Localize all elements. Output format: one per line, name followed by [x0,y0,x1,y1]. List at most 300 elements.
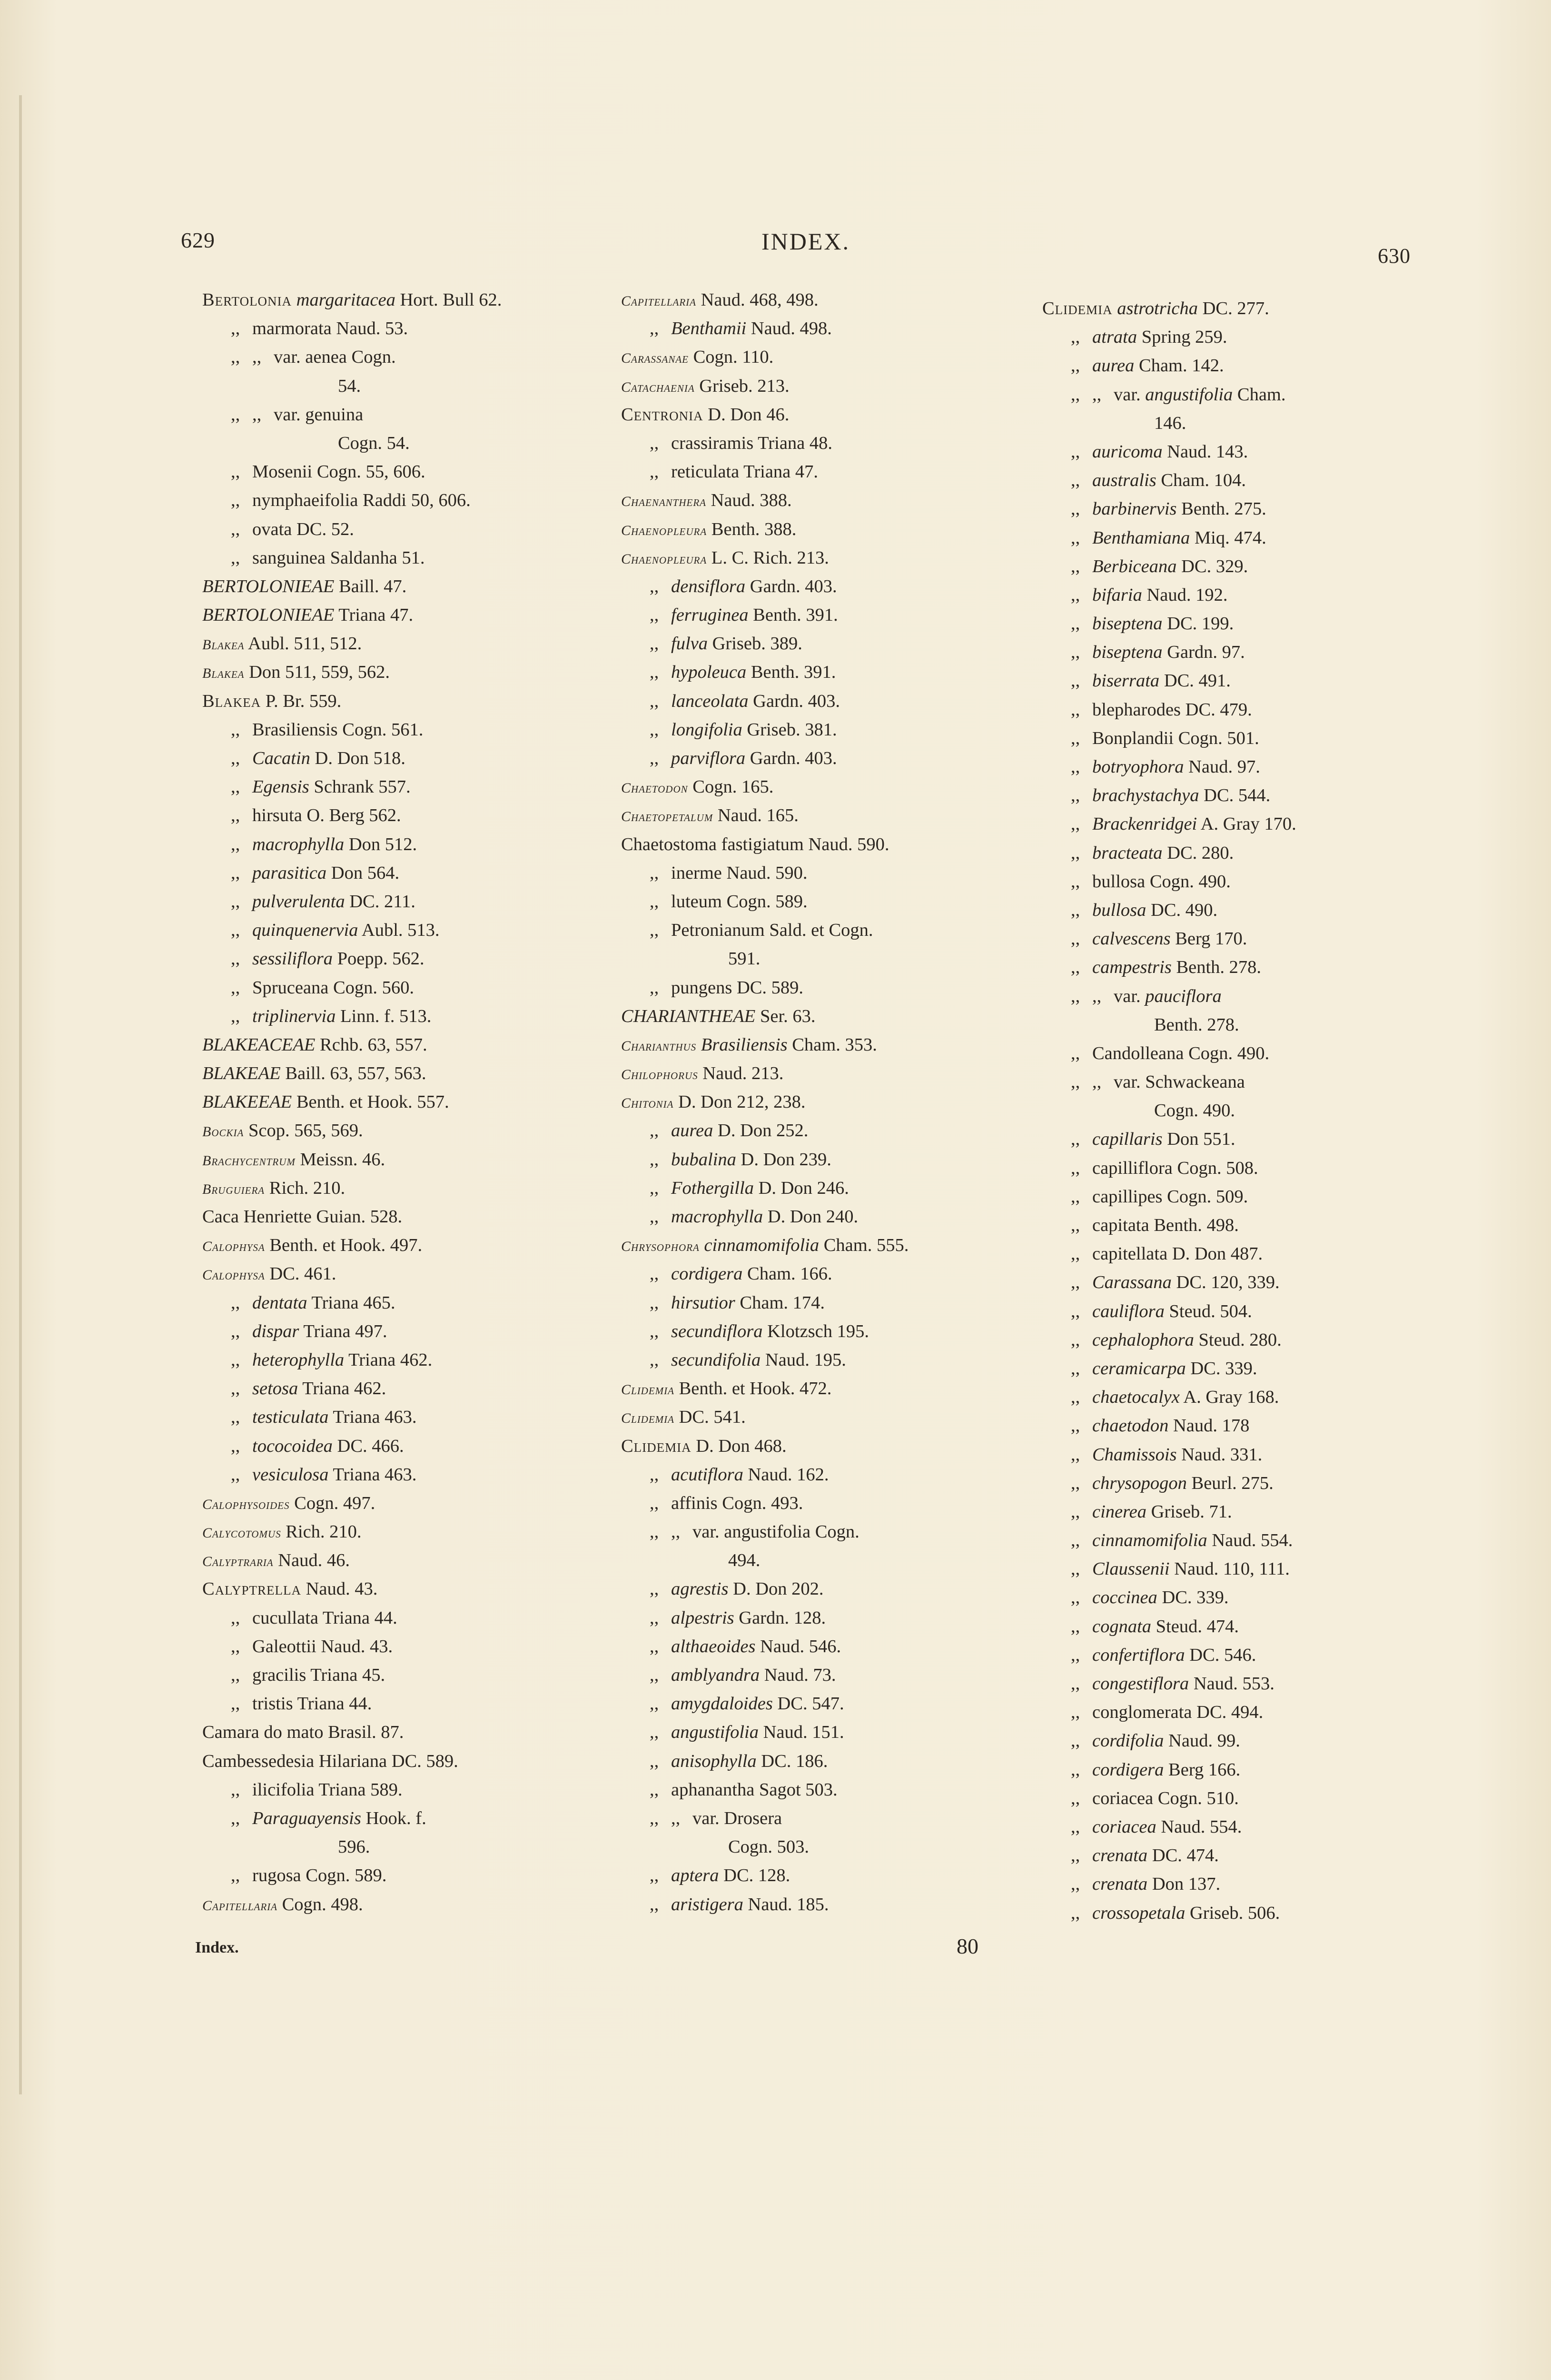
index-entry [202,830,593,859]
species-name: cinnamomifolia [1092,1530,1207,1551]
ditto-mark: ,, [1071,699,1080,720]
ditto-mark: ,, [1071,1186,1080,1207]
authority-reference: Rich. 210. [269,1178,346,1198]
genus-name: Calophysoides [202,1496,290,1512]
genus-name: Chitonia [621,1095,674,1111]
ditto-mark: ,, [650,1722,659,1743]
index-entry [621,544,1030,572]
authority-reference: fastigiatum Naud. 590. [721,834,889,854]
genus-name: Centronia [621,404,703,425]
authority-reference: Benth. 391. [753,605,838,625]
authority-reference: D. Don 468. [696,1436,787,1456]
authority-reference: Naud. 468, 498. [701,290,819,310]
index-entry [1042,924,1437,953]
authority-reference: DC. 199. [1167,614,1234,634]
ditto-mark: ,, [1071,327,1080,347]
authority-reference: Naud. 97. [1188,757,1260,777]
ditto-mark: ,, [231,1292,240,1313]
species-name: bullosa [1092,871,1146,892]
genus-name: Carassanae [621,350,689,367]
index-entry [202,1689,593,1718]
index-column-3 [1042,294,1437,1927]
species-name: Egensis [252,777,309,797]
species-name: botryophora [1092,757,1184,777]
genus-name: Blakea [202,691,261,711]
index-entry [621,773,1030,801]
authority-reference: D. Don 46. [708,404,790,425]
ditto-mark: ,, [252,347,262,367]
authority-reference: Triana 45. [310,1665,385,1685]
index-entry [202,515,593,544]
ditto-mark: ,, [231,318,240,339]
authority-reference: Cham. 353. [792,1034,877,1055]
genus-name: Chaenopleura [621,551,707,567]
index-entry [621,372,1030,400]
ditto-mark: ,, [650,891,659,912]
species-name: capillipes [1092,1186,1163,1207]
species-name: Paraguayensis [252,1808,361,1828]
index-entry [1042,753,1437,781]
authority-reference: DC. 547. [777,1694,844,1714]
index-entry [202,314,593,343]
species-name: Carassana [1092,1272,1172,1293]
authority-reference: Cogn. 498. [282,1894,363,1914]
index-entry [1042,1154,1437,1182]
authority-reference: DC. 479. [1185,699,1252,720]
authority-reference: Triana 465. [311,1292,395,1313]
index-entry [621,429,1030,457]
ditto-mark: ,, [231,1321,240,1341]
species-name: confertiflora [1092,1645,1185,1665]
authority-reference: Cogn. 55, 606. [316,462,425,482]
ditto-mark: ,, [1071,1903,1080,1923]
species-name: aptera [671,1865,719,1886]
species-name: Benthamiana [1092,527,1190,548]
species-name: auricoma [1092,441,1163,462]
index-entry [621,314,1030,343]
index-entry [621,1604,1030,1632]
index-entry [1042,1440,1437,1469]
ditto-mark: ,, [231,891,240,912]
authority-reference: Naud. 185. [748,1894,829,1914]
index-entry [621,973,1030,1002]
index-entry [202,1546,593,1575]
index-entry [202,1231,593,1259]
ditto-mark: ,, [650,433,659,453]
authority-reference: Baill. 63, 557, 563. [285,1063,426,1084]
species-name: var. angustifolia [692,1522,811,1542]
ditto-mark: ,, [1071,1874,1080,1894]
genus-name: BLAKEAE [202,1063,281,1084]
authority-reference: P. Br. 559. [265,691,342,711]
genus-name: Blakea [202,665,245,682]
authority-reference: Naud. 195. [765,1349,846,1370]
ditto-mark: ,, [1071,1301,1080,1321]
species-name: conglomerata [1092,1702,1192,1723]
index-entry [1042,1211,1437,1240]
index-entry [1042,1096,1437,1125]
authority-reference: D. Don 518. [315,748,405,768]
index-entry [202,715,593,744]
species-name: barbinervis [1092,499,1177,519]
index-entry [202,1804,593,1833]
variety-name: angustifolia [1145,384,1233,405]
index-entry [202,944,593,973]
ditto-mark: ,, [1071,1072,1080,1092]
authority-reference: Steud. 474. [1156,1616,1239,1636]
authority-reference: Cogn. 110. [693,347,774,367]
ditto-mark: ,, [1071,356,1080,376]
authority-reference: Naud. 553. [1193,1674,1274,1694]
genus-name: Clidemia [621,1382,674,1398]
index-entry [621,286,1030,314]
index-entry [202,544,593,572]
species-name: parasitica [252,863,327,883]
authority-reference: DC. 280. [1167,843,1234,863]
index-entry [202,801,593,830]
authority-reference: Brasil. 87. [328,1722,404,1743]
genus-name: Calophysa [202,1239,265,1255]
authority-reference: Benth. et Hook. 557. [296,1092,449,1112]
index-entry [1042,1383,1437,1411]
authority-reference: Gardn. 403. [753,691,840,711]
species-name: brachystachya [1092,785,1199,806]
species-name: setosa [252,1378,298,1399]
ditto-mark: ,, [650,1321,659,1341]
authority-reference: DC. 120, 339. [1176,1272,1280,1293]
authority-reference: DC. 466. [337,1436,404,1456]
authority-reference: Steud. 280. [1198,1329,1282,1350]
species-name: margaritacea [296,290,395,310]
species-name: capilliflora [1092,1158,1173,1178]
authority-reference: Rchb. 63, 557. [320,1034,427,1055]
index-entry [621,1489,1030,1517]
species-name: cordifolia [1092,1731,1164,1751]
ditto-mark: ,, [1071,728,1080,748]
authority-reference: Guian. 528. [316,1207,403,1227]
species-name: cinerea [1092,1501,1147,1522]
species-name: bifaria [1092,585,1142,605]
index-entry [621,801,1030,830]
species-name: ferruginea [671,605,749,625]
index-entry [1042,1039,1437,1068]
ditto-mark: ,, [650,1665,659,1685]
species-name: Fothergilla [671,1178,754,1198]
ditto-mark: ,, [650,1292,659,1313]
genus-name: Bockia [202,1124,244,1140]
ditto-mark: ,, [1071,441,1080,462]
ditto-mark: ,, [1071,1587,1080,1608]
index-entry [202,1088,593,1116]
species-name: tristis [252,1694,293,1714]
species-name: secundifolia [671,1349,761,1370]
authority-reference: Benth. 275. [1181,499,1266,519]
authority-reference: Griseb. 213. [699,376,790,396]
authority-reference: Scop. 565, 569. [248,1121,363,1141]
ditto-mark: ,, [231,1607,240,1628]
species-name: coriacea [1092,1816,1156,1837]
ditto-mark: ,, [1071,1244,1080,1264]
genus-name: Calycotomus [202,1525,281,1541]
ditto-mark: ,, [231,462,240,482]
species-name: blepharodes [1092,699,1181,720]
authority-reference: Meissn. 46. [300,1149,385,1170]
authority-reference: Naud. 178 [1173,1416,1250,1436]
genus-name: BLAKEACEAE [202,1034,316,1055]
species-name: longifolia [671,719,742,740]
genus-name: Brachycentrum [202,1152,296,1169]
authority-reference: Steud. 504. [1169,1301,1252,1321]
index-entry [1042,351,1437,380]
index-entry [621,1145,1030,1174]
ditto-mark: ,, [1071,1501,1080,1522]
authority-reference: Klotzsch 195. [767,1321,869,1341]
ditto-mark: ,, [650,1808,659,1828]
index-entry [202,372,593,400]
authority-reference: Raddi 50, 606. [363,490,471,511]
ditto-mark: ,, [1071,1158,1080,1178]
ditto-mark: ,, [1071,499,1080,519]
index-entry [621,1689,1030,1718]
index-entry [202,658,593,686]
species-name: Brasiliensis [701,1034,788,1055]
ditto-mark: ,, [231,805,240,826]
ditto-mark: ,, [1092,986,1102,1006]
authority-reference: Naud. 151. [763,1722,844,1743]
index-entry [621,1546,1030,1575]
footer-number: 80 [957,1934,978,1958]
species-name: sessiliflora [252,949,333,969]
ditto-mark: ,, [231,1349,240,1370]
index-entry [202,1890,593,1919]
authority-reference: O. Berg 562. [306,805,401,826]
index-entry [1042,1669,1437,1698]
authority-reference: Naud. 388. [711,490,792,511]
authority-reference: DC. 52. [296,519,354,539]
ditto-mark: ,, [231,1665,240,1685]
authority-reference: Naud. 165. [717,805,799,826]
authority-reference: Benth. et Hook. 472. [679,1378,832,1399]
index-entry [1042,437,1437,466]
species-name: crassiramis [671,433,754,453]
index-entry [1042,638,1437,666]
species-name: capitata [1092,1215,1149,1235]
authority-reference: Benth. 278. [1176,957,1262,978]
index-entry [1042,781,1437,810]
species-name: pulverulenta [252,891,345,912]
genus-name: CHARIANTHEAE [621,1006,756,1026]
ditto-mark: ,, [1071,1731,1080,1751]
authority-reference: Naud. 43. [306,1579,378,1599]
species-name: var. Schwackeana [1114,1072,1245,1092]
authority-reference: D. Don 246. [758,1178,849,1198]
entry-continuation: 591. [728,949,761,969]
index-entry [621,572,1030,601]
species-name: capitellata [1092,1244,1168,1264]
index-entry [1042,1125,1437,1153]
ditto-mark: ,, [1071,1845,1080,1866]
species-name: var. [1114,986,1141,1006]
left-page-number: 629 [181,228,215,252]
ditto-mark: ,, [650,462,659,482]
species-name: crenata [1092,1845,1148,1866]
index-entry [621,1833,1030,1861]
authority-reference: Naud. 110, 111. [1174,1559,1290,1579]
index-entry [202,1317,593,1346]
index-entry [202,1145,593,1174]
species-name: astrotricha [1117,298,1198,318]
index-entry [1042,495,1437,523]
authority-reference: D. Don 202. [733,1579,824,1599]
ditto-mark: ,, [650,1751,659,1771]
index-entry [202,629,593,658]
authority-reference: Naud. 213. [702,1063,784,1084]
authority-reference: Naud. 554. [1161,1816,1242,1837]
species-name: calvescens [1092,929,1171,949]
species-name: aurea [671,1121,713,1141]
ditto-mark: ,, [1071,1358,1080,1378]
species-name: crenata [1092,1874,1148,1894]
ditto-mark: ,, [1071,814,1080,834]
authority-reference: A. Gray 168. [1183,1387,1279,1408]
ditto-mark: ,, [650,719,659,740]
authority-reference: Triana 47. [338,605,414,625]
species-name: aurea [1092,356,1135,376]
genus-name: Cambessedesia [202,1751,315,1771]
index-entry [1042,1240,1437,1268]
species-name: sanguinea [252,547,326,568]
index-entry [621,1775,1030,1804]
index-entry [1042,810,1437,838]
authority-reference: Don 512. [348,834,417,854]
species-name: agrestis [671,1579,729,1599]
species-name: quinquenervia [252,920,358,941]
genus-name: Chrysophora [621,1239,700,1255]
species-name: var. Drosera [692,1808,782,1828]
species-name: alpestris [671,1607,734,1628]
entry-continuation: 596. [338,1837,370,1857]
authority-reference: D. Don 240. [767,1207,859,1227]
authority-reference: Gardn. 97. [1167,642,1245,663]
authority-reference: Triana 44. [322,1607,397,1628]
index-entry [1042,1841,1437,1870]
ditto-mark: ,, [650,1264,659,1284]
authority-reference: DC. 186. [761,1751,828,1771]
species-name: Petronianum [671,920,765,941]
index-entry [1042,1583,1437,1612]
index-entry [1042,323,1437,351]
authority-reference: Naud. 53. [336,318,408,339]
species-name: cognata [1092,1616,1152,1636]
authority-reference: Miq. 474. [1194,527,1266,548]
authority-reference: Cogn. 510. [1157,1788,1239,1808]
authority-reference: Griseb. 506. [1189,1903,1280,1923]
genus-name: Chaenopleura [621,522,707,538]
index-entry [1042,552,1437,581]
species-name: acutiflora [671,1464,743,1485]
authority-reference: Triana 48. [758,433,832,453]
index-entry [1042,409,1437,437]
ditto-mark: ,, [1071,1788,1080,1808]
authority-reference: DC. 339. [1190,1358,1257,1378]
entry-continuation: Cogn. 503. [728,1837,810,1857]
index-entry [1042,1297,1437,1326]
index-entry [621,944,1030,973]
ditto-mark: ,, [231,1436,240,1456]
authority-reference: Triana 497. [303,1321,387,1341]
index-entry [202,1861,593,1890]
species-name: lanceolata [671,691,749,711]
authority-reference: Naud. 46. [278,1550,350,1571]
genus-name: Charianthus [621,1038,697,1054]
ditto-mark: ,, [650,977,659,998]
index-entry [621,1747,1030,1775]
index-entry [1042,380,1437,409]
species-name: Chamissois [1092,1444,1177,1465]
index-entry [202,1289,593,1317]
index-entry [1042,1555,1437,1583]
authority-reference: Cogn. 561. [342,719,424,740]
index-entry [621,1059,1030,1088]
authority-reference: Cogn. [815,1522,859,1542]
ditto-mark: ,, [1071,785,1080,806]
authority-reference: Naud. 99. [1168,1731,1240,1751]
authority-reference: Saldanha 51. [330,547,425,568]
species-name: cephalophora [1092,1329,1194,1350]
species-name: var. [1114,384,1141,405]
species-name: biserrata [1092,671,1160,691]
index-entry [202,1661,593,1689]
species-name: cinnamomifolia [704,1235,820,1256]
species-name: triplinervia [252,1006,336,1026]
species-name: cordigera [1092,1759,1164,1780]
species-name: var. aenea [274,347,347,367]
ditto-mark: ,, [1071,1272,1080,1293]
index-entry [202,1489,593,1517]
genus-name: Catachaenia [621,379,695,395]
index-entry [202,916,593,944]
index-entry [202,1604,593,1632]
index-entry [1042,1726,1437,1755]
index-entry [202,601,593,629]
index-entry [621,1031,1030,1059]
ditto-mark: ,, [231,1636,240,1656]
authority-reference: Aubl. 511, 512. [248,634,362,654]
ditto-mark: ,, [1071,556,1080,576]
authority-reference: DC. 490. [1151,900,1218,920]
species-name: densiflora [671,576,746,596]
ditto-mark: ,, [1071,642,1080,663]
index-entry [621,1861,1030,1890]
species-name: heterophylla [252,1349,345,1370]
ditto-mark: ,, [1071,1559,1080,1579]
authority-reference: DC. 546. [1189,1645,1256,1665]
ditto-mark: ,, [1071,1043,1080,1063]
species-name: biseptena [1092,614,1163,634]
genus-name: BLAKEEAE [202,1092,292,1112]
index-entry [621,887,1030,916]
authority-reference: A. Gray 170. [1200,814,1296,834]
authority-reference: Triana 462. [302,1378,386,1399]
authority-reference: Cham. [1237,384,1286,405]
ditto-mark: ,, [231,1865,240,1886]
ditto-mark: ,, [671,1522,681,1542]
authority-reference: Don 551. [1167,1129,1235,1150]
species-name: ceramicarpa [1092,1358,1186,1378]
index-entry [621,1718,1030,1746]
species-name: Galeottii [252,1636,316,1656]
genus-name: Calophysa [202,1267,265,1283]
